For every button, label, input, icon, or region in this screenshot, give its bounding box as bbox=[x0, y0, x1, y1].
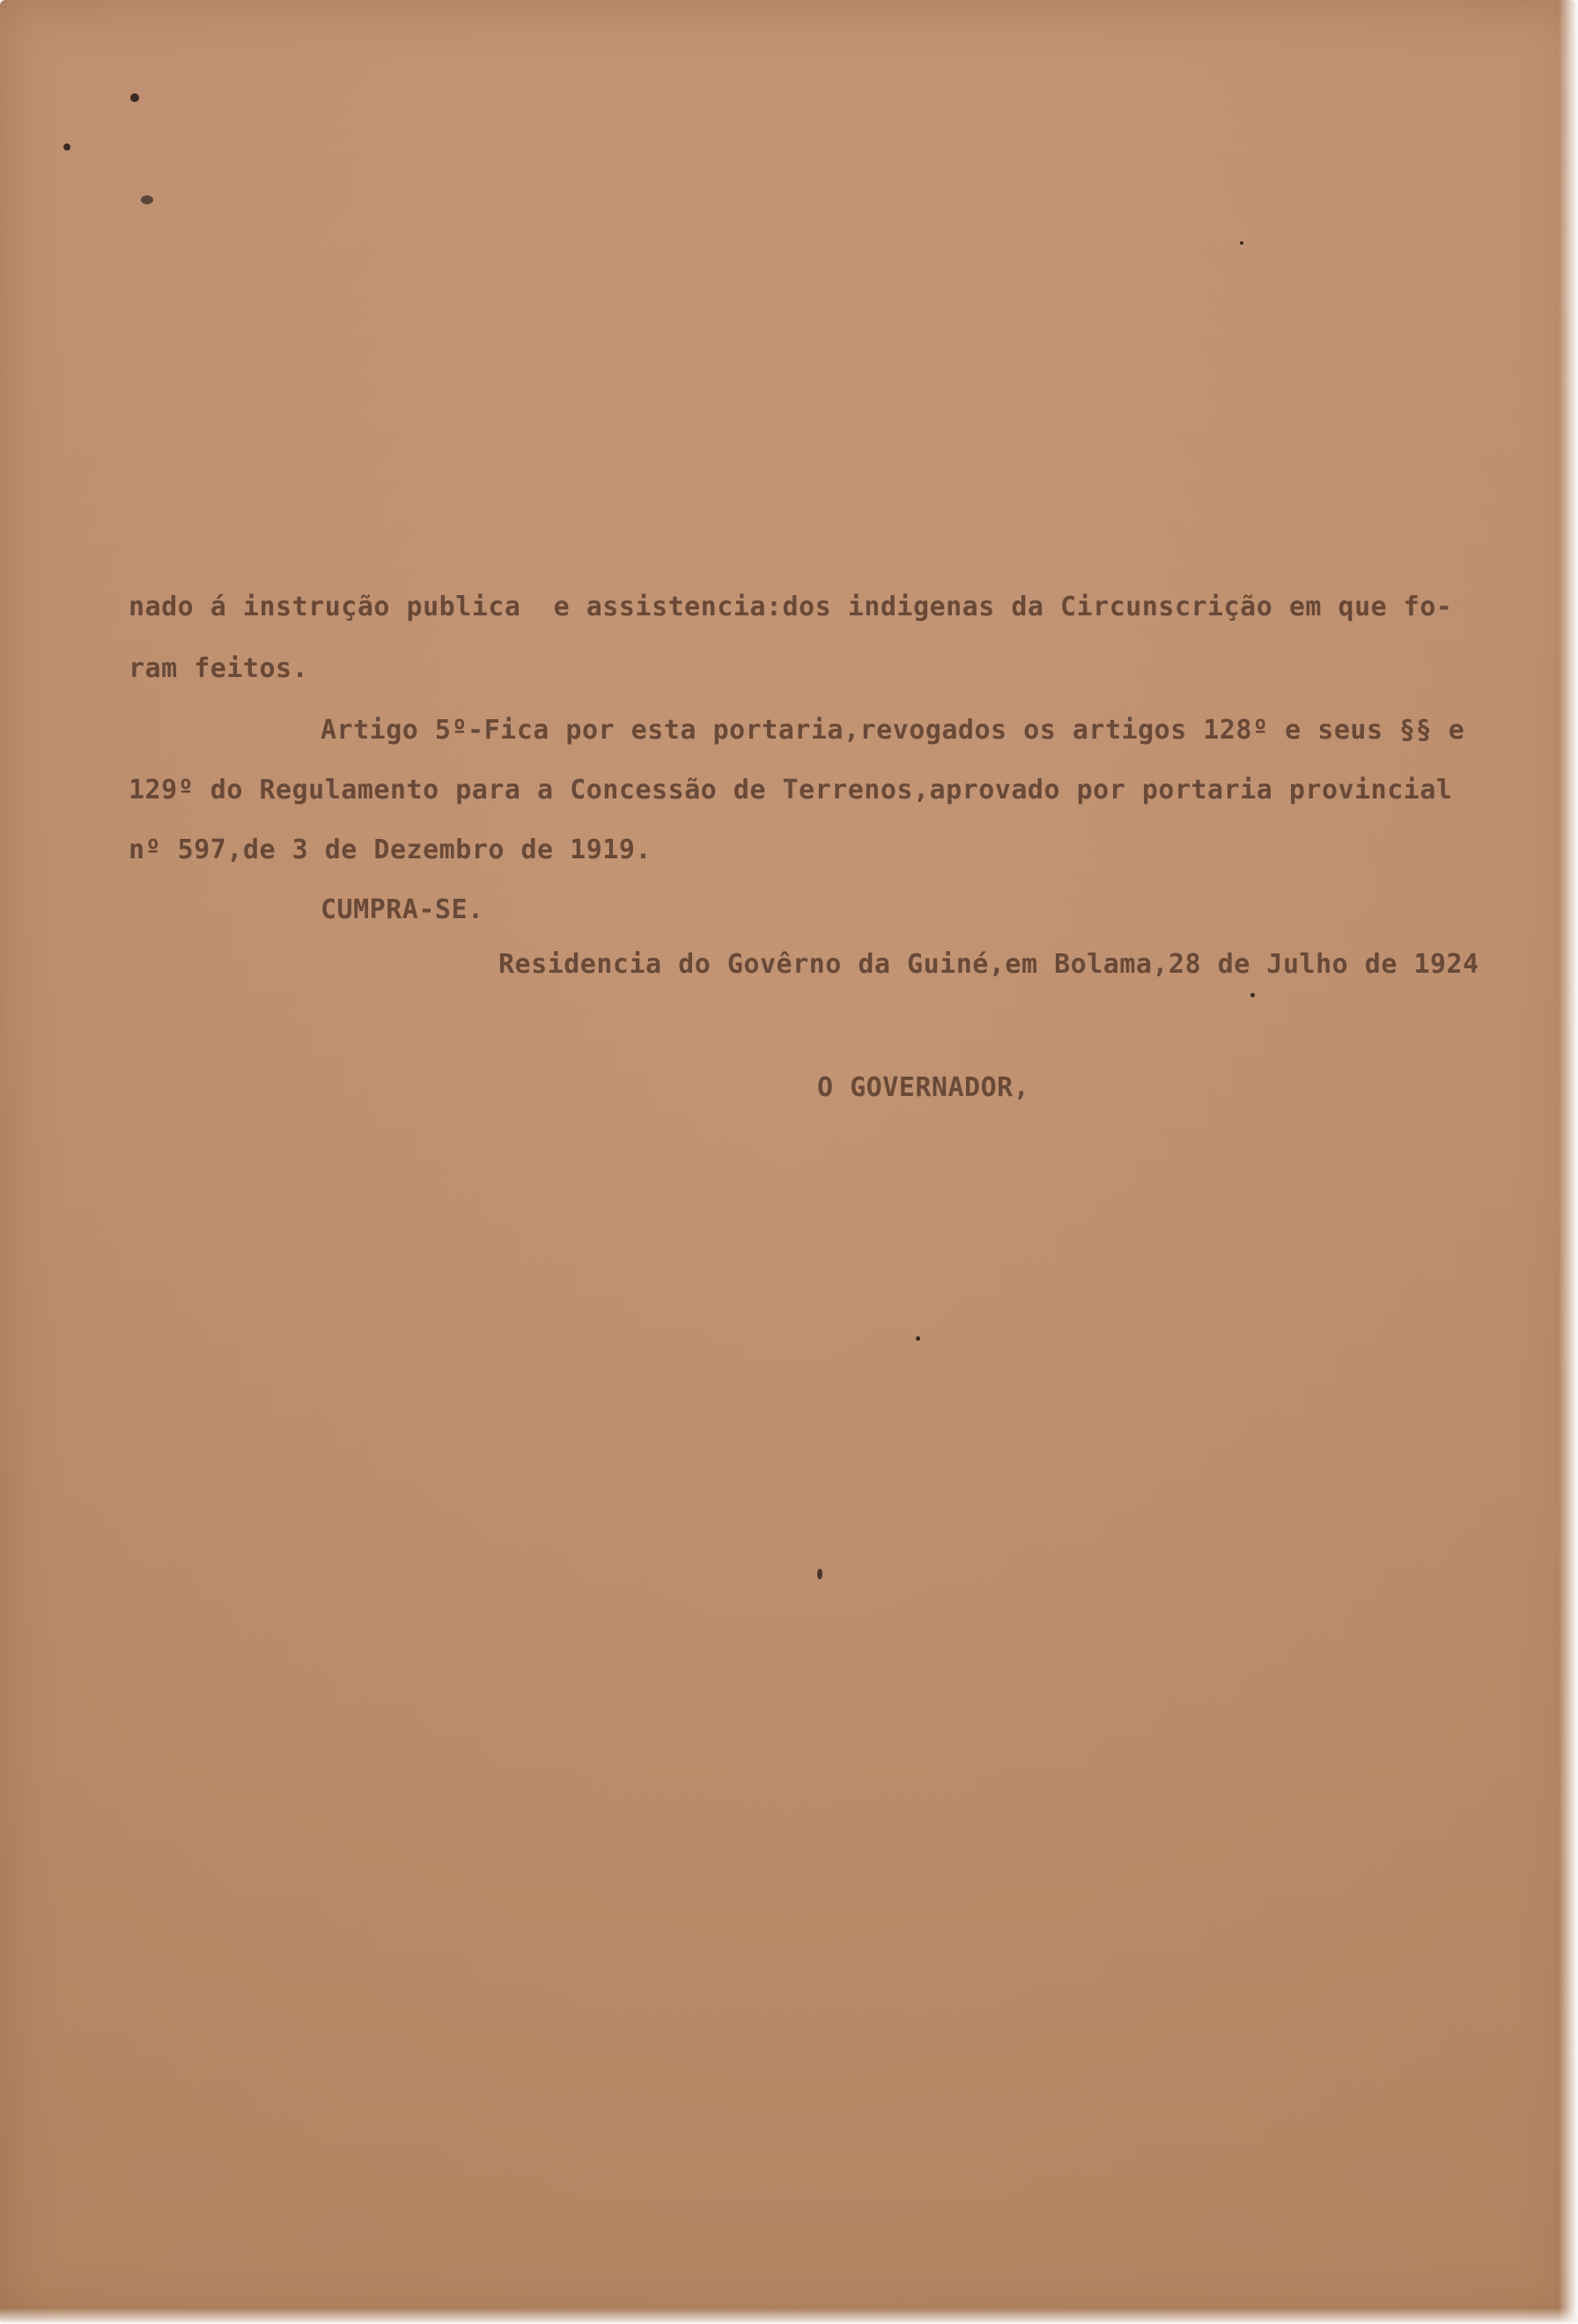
paper-edge-bottom bbox=[0, 2308, 1578, 2324]
article-text-line: nº 597,de 3 de Dezembro de 1919. bbox=[129, 835, 652, 865]
body-text-line: nado á instrução publica e assistencia:dos indigenas da Circunscrição em que fo- bbox=[129, 592, 1453, 622]
article-text-line: 129º do Regulamento para a Concessão de Terrenos,aprovado por portaria provincial bbox=[129, 775, 1453, 805]
ink-speck bbox=[141, 195, 153, 204]
ink-speck bbox=[63, 143, 70, 151]
ink-speck bbox=[130, 93, 139, 102]
ink-speck bbox=[817, 1569, 822, 1579]
body-text-line: ram feitos. bbox=[129, 653, 309, 684]
place-date-line: Residencia do Govêrno da Guiné,em Bolama,28 de Julho de 1924 bbox=[498, 949, 1479, 980]
ink-speck bbox=[1240, 241, 1243, 245]
ink-speck bbox=[916, 1336, 920, 1341]
ink-speck bbox=[1250, 993, 1255, 997]
cumpra-se-line: CUMPRA-SE. bbox=[321, 894, 484, 925]
paper-edge-right bbox=[1559, 0, 1578, 2324]
article-text-line: Artigo 5º-Fica por esta portaria,revogados os artigos 128º e seus §§ e bbox=[321, 715, 1465, 746]
signature-title: O GOVERNADOR, bbox=[817, 1072, 1030, 1103]
